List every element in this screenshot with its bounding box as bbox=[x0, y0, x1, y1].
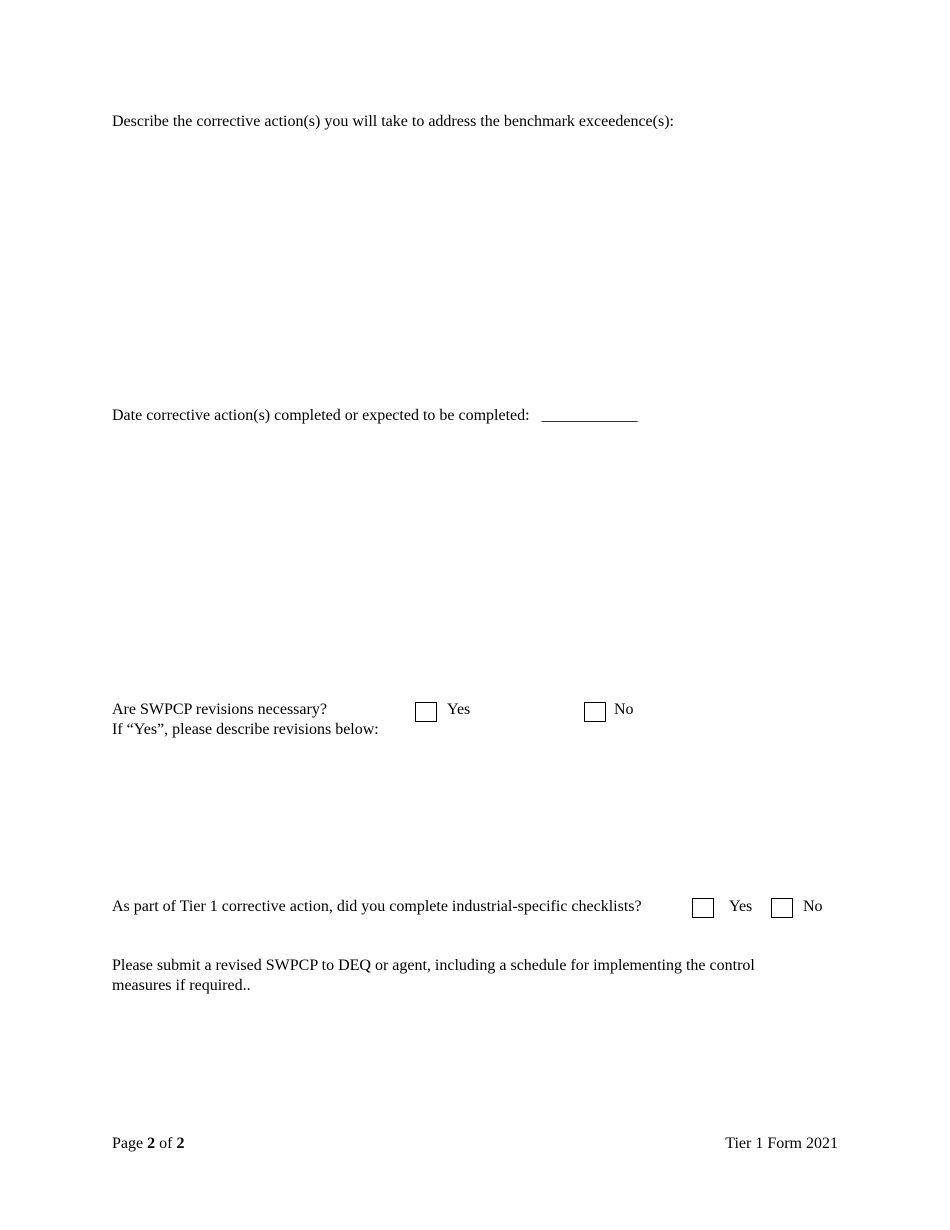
completion-date-blank[interactable]: ____________ bbox=[541, 407, 638, 424]
swpcp-revisions-followup: If “Yes”, please describe revisions below: bbox=[112, 721, 379, 738]
completion-date-prompt: Date corrective action(s) completed or expected to be completed: bbox=[112, 407, 530, 424]
total-pages: 2 bbox=[176, 1135, 185, 1152]
corrective-action-prompt: Describe the corrective action(s) you will take to address the benchmark exceedence(s): bbox=[112, 113, 674, 130]
of-word: of bbox=[159, 1135, 173, 1152]
current-page: 2 bbox=[147, 1135, 156, 1152]
submission-note-line-2: measures if required.. bbox=[112, 977, 251, 994]
swpcp-revisions-yes-checkbox[interactable] bbox=[415, 702, 437, 722]
page-number bbox=[112, 1134, 184, 1154]
swpcp-revisions-yes-label: Yes bbox=[447, 701, 471, 718]
checklists-yes-label: Yes bbox=[729, 898, 753, 915]
checklists-no-checkbox[interactable] bbox=[771, 898, 793, 918]
swpcp-revisions-no-label: No bbox=[614, 701, 634, 718]
swpcp-revisions-no-checkbox[interactable] bbox=[584, 702, 606, 722]
swpcp-revisions-question: Are SWPCP revisions necessary? bbox=[112, 701, 327, 718]
page-word: Page bbox=[112, 1135, 144, 1152]
checklists-no-label: No bbox=[803, 898, 823, 915]
checklists-question: As part of Tier 1 corrective action, did you complete industrial-specific checklists? bbox=[112, 898, 642, 915]
completion-date-row bbox=[112, 406, 638, 426]
submission-note-line-1: Please submit a revised SWPCP to DEQ or agent, including a schedule for implementing the control bbox=[112, 957, 755, 974]
checklists-yes-checkbox[interactable] bbox=[692, 898, 714, 918]
form-name: Tier 1 Form 2021 bbox=[725, 1135, 838, 1152]
